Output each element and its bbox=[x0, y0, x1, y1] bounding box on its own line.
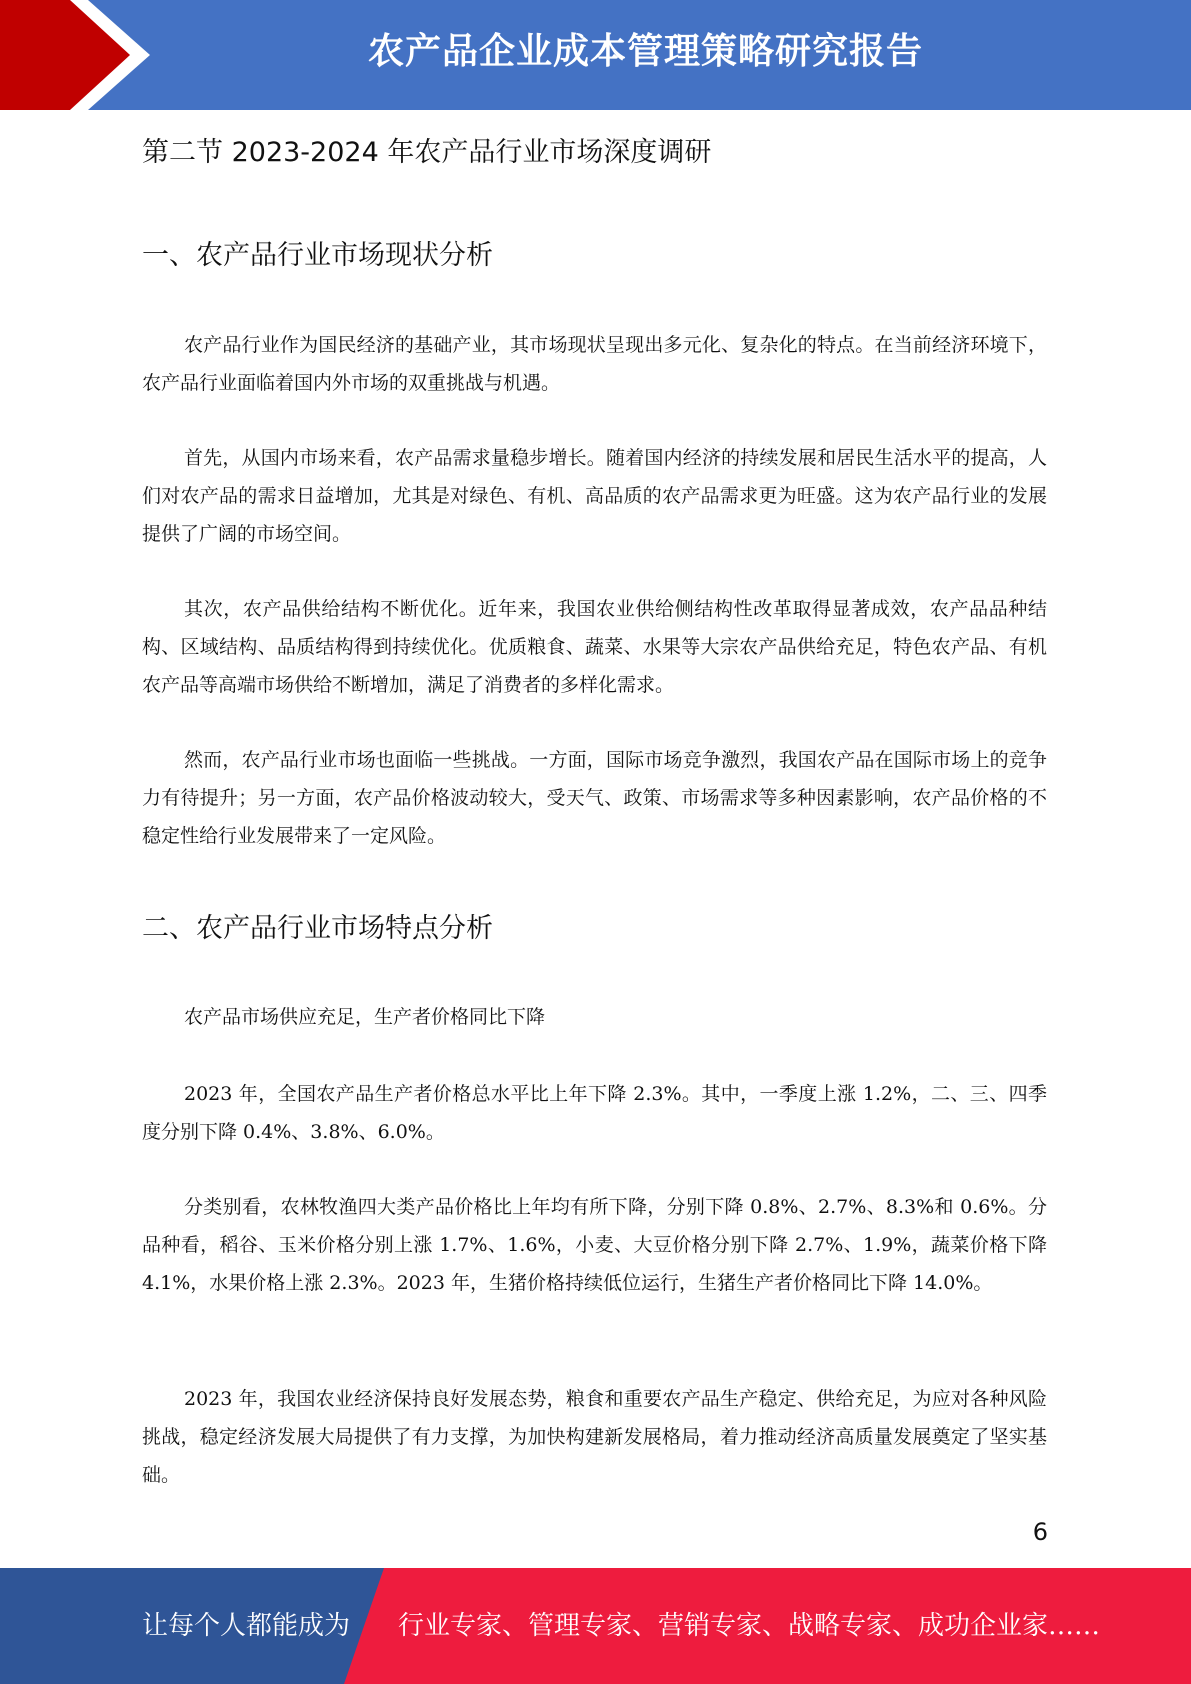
paragraph: 然而，农产品行业市场也面临一些挑战。一方面，国际市场竞争激烈，我国农产品在国际市场上的竞争力有待提升；另一方面，农产品价格波动较大，受天气、政策、市场需求等多种因素影响，农产品价格的不稳定性给行业发展带来了一定风险。 bbox=[142, 749, 1047, 847]
paragraph: 2023 年，我国农业经济保持良好发展态势，粮食和重要农产品生产稳定、供给充足，为应对各种风险挑战，稳定经济发展大局提供了有力支撑，为加快构建新发展格局，着力推动经济高质量发展奠定了坚实基础。 bbox=[142, 1388, 1047, 1486]
page-number: 6 bbox=[1032, 1518, 1048, 1546]
subsection-title-market-status: 一、农产品行业市场现状分析 bbox=[142, 240, 493, 271]
paragraph: 农产品行业作为国民经济的基础产业，其市场现状呈现出多元化、复杂化的特点。在当前经济环境下，农产品行业面临着国内外市场的双重挑战与机遇。 bbox=[142, 334, 1047, 394]
footer-slogan-left: 让每个人都能成为 bbox=[142, 1611, 351, 1641]
paragraph: 分类别看，农林牧渔四大类产品价格比上年均有所下降，分别下降 0.8%、2.7%、8.3%和 0.6%。分品种看，稻谷、玉米价格分别上涨 1.7%、1.6%，小麦、大豆价格分别下降 2.7%、1.9%，蔬菜价格下降 4.1%，水果价格上涨 2.3%。2023 年，生猪价格持续低位运行，生猪生产者价格同比下降 14.0%。 bbox=[142, 1196, 1047, 1294]
paragraph: 农产品市场供应充足，生产者价格同比下降 bbox=[184, 1006, 546, 1028]
report-title: 农产品企业成本管理策略研究报告 bbox=[367, 31, 923, 72]
paragraph: 首先，从国内市场来看，农产品需求量稳步增长。随着国内经济的持续发展和居民生活水平的提高，人们对农产品的需求日益增加，尤其是对绿色、有机、高品质的农产品需求更为旺盛。这为农产品行业的发展提供了广阔的市场空间。 bbox=[142, 447, 1047, 545]
paragraph: 2023 年，全国农产品生产者价格总水平比上年下降 2.3%。其中，一季度上涨 1.2%，二、三、四季度分别下降 0.4%、3.8%、6.0%。 bbox=[142, 1083, 1047, 1143]
section-title: 第二节 2023-2024 年农产品行业市场深度调研 bbox=[142, 137, 712, 168]
page-header bbox=[0, 0, 1191, 110]
paragraph: 其次，农产品供给结构不断优化。近年来，我国农业供给侧结构性改革取得显著成效，农产品品种结构、区域结构、品质结构得到持续优化。优质粮食、蔬菜、水果等大宗农产品供给充足，特色农产品、有机农产品等高端市场供给不断增加，满足了消费者的多样化需求。 bbox=[142, 598, 1047, 696]
subsection-title-market-features: 二、农产品行业市场特点分析 bbox=[142, 913, 493, 944]
footer-slogan-right: 行业专家、管理专家、营销专家、战略专家、成功企业家…… bbox=[398, 1611, 1101, 1641]
page-footer bbox=[0, 1568, 1191, 1684]
